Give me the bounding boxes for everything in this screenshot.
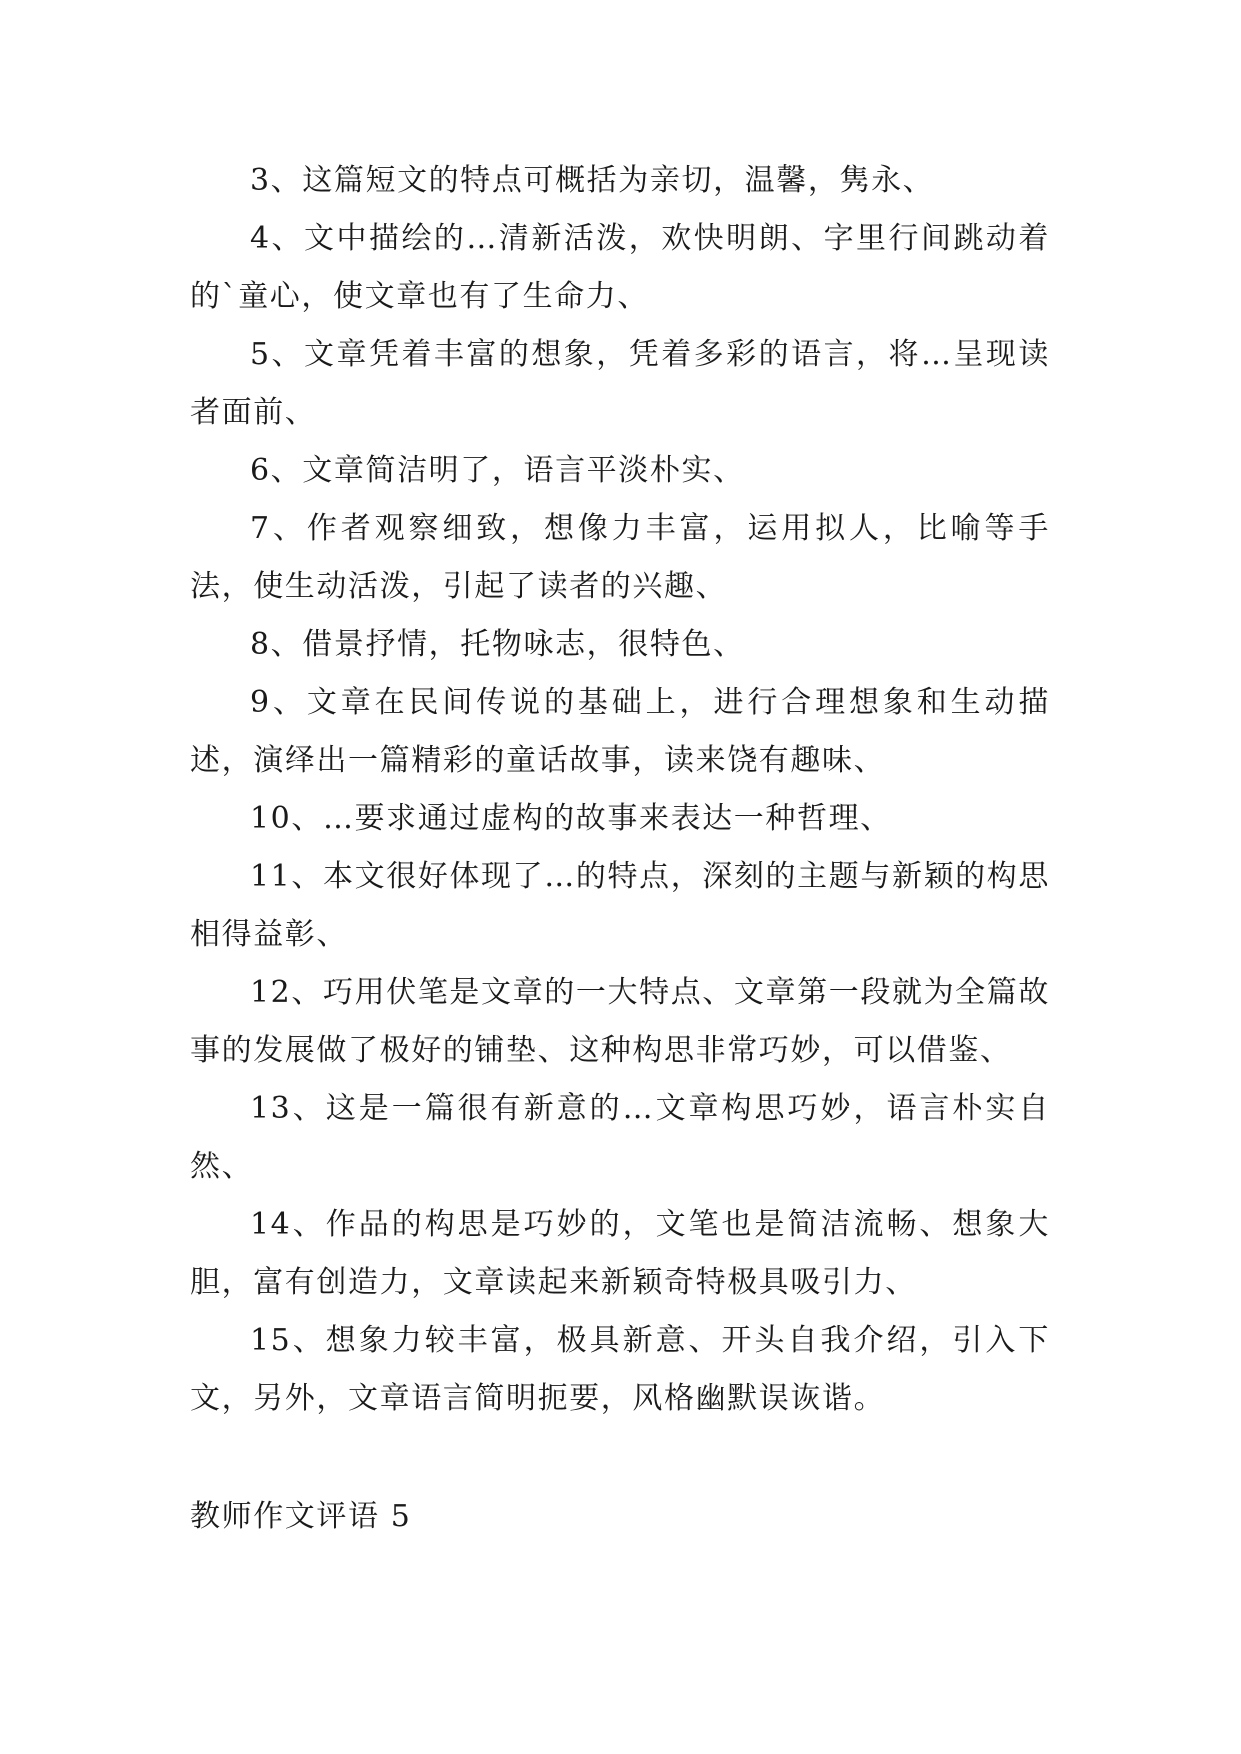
- comment-paragraph-15: 15、想象力较丰富，极具新意、开头自我介绍，引入下文，另外，文章语言简明扼要，风格幽默误诙谐。: [190, 1323, 1050, 1416]
- comment-list: [190, 152, 1050, 1428]
- comment-paragraph-8: 8、借景抒情，托物咏志，很特色、: [250, 627, 745, 662]
- comment-paragraph-12: 12、巧用伏笔是文章的一大特点、文章第一段就为全篇故事的发展做了极好的铺垫、这种构思非常巧妙，可以借鉴、: [190, 975, 1050, 1068]
- comment-paragraph-7: 7、作者观察细致，想像力丰富，运用拟人，比喻等手法，使生动活泼，引起了读者的兴趣、: [190, 511, 1050, 604]
- comment-paragraph-11: 11、本文很好体现了…的特点，深刻的主题与新颖的构思相得益彰、: [190, 859, 1050, 952]
- comment-paragraph-10: 10、…要求通过虚构的故事来表达一种哲理、: [250, 801, 892, 836]
- comment-paragraph-6: 6、文章简洁明了，语言平淡朴实、: [250, 453, 745, 488]
- section-heading: 教师作文评语 5: [190, 1499, 412, 1534]
- comment-paragraph-14: 14、作品的构思是巧妙的，文笔也是简洁流畅、想象大胆，富有创造力，文章读起来新颖奇特极具吸引力、: [190, 1207, 1050, 1300]
- comment-paragraph-9: 9、文章在民间传说的基础上，进行合理想象和生动描述，演绎出一篇精彩的童话故事，读来饶有趣味、: [190, 685, 1050, 778]
- comment-paragraph-3: 3、这篇短文的特点可概括为亲切，温馨，隽永、: [250, 163, 935, 198]
- comment-paragraph-13: 13、这是一篇很有新意的…文章构思巧妙，语言朴实自然、: [190, 1091, 1050, 1184]
- comment-paragraph-5: 5、文章凭着丰富的想象，凭着多彩的语言，将…呈现读者面前、: [190, 337, 1050, 430]
- comment-paragraph-4: 4、文中描绘的…清新活泼，欢快明朗、字里行间跳动着的`童心，使文章也有了生命力、: [190, 221, 1050, 314]
